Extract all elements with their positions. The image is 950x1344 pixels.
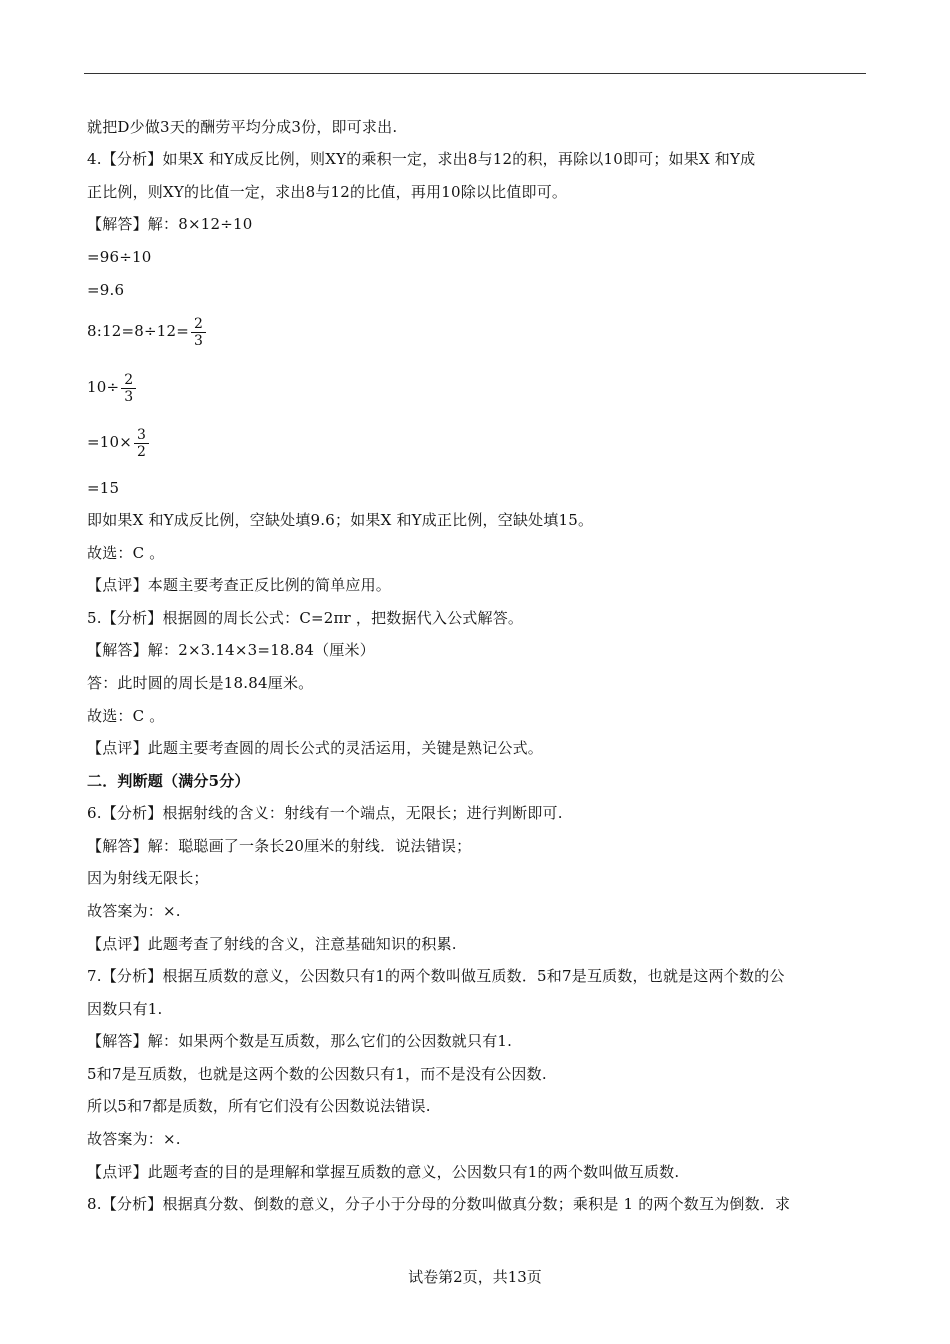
text-line: 8.【分析】根据真分数、倒数的意义，分子小于分母的分数叫做真分数；乘积是 1 的两个数互为倒数．求 <box>87 1195 791 1213</box>
text-line: 故答案为：×. <box>87 1130 181 1148</box>
fraction-numerator: 2 <box>191 316 206 333</box>
text-line: 【点评】此题考查了射线的含义，注意基础知识的积累. <box>87 935 457 953</box>
text-line: 【解答】解：2×3.14×3=18.84（厘米） <box>87 641 375 659</box>
fraction-numerator: 3 <box>134 427 149 444</box>
fraction-numerator: 2 <box>121 372 136 389</box>
fraction-denominator: 2 <box>137 443 147 460</box>
text-line: 4.【分析】如果X 和Y成反比例，则XY的乘积一定，求出8与12的积，再除以10即可；如果X 和Y成 <box>87 150 756 168</box>
text-line: 7.【分析】根据互质数的意义，公因数只有1的两个数叫做互质数．5和7是互质数，也就是这两个数的公 <box>87 967 785 985</box>
text-line: 【解答】解：如果两个数是互质数，那么它们的公因数就只有1. <box>87 1032 513 1050</box>
page-footer: 试卷第2页，共13页 <box>408 1268 542 1286</box>
section-heading: 二．判断题（满分5分） <box>87 772 250 790</box>
text-line: 所以5和7都是质数，所有它们没有公因数说法错误. <box>87 1097 431 1115</box>
equation-text: =10× <box>87 433 133 451</box>
fraction <box>191 316 206 349</box>
text-line: 【点评】此题考查的目的是理解和掌握互质数的意义，公因数只有1的两个数叫做互质数. <box>87 1163 680 1181</box>
text-line: 【解答】解：聪聪画了一条长20厘米的射线．说法错误； <box>87 837 472 855</box>
equation-line <box>87 314 208 349</box>
equation-line <box>87 370 138 405</box>
text-line: 【解答】解：8×12÷10 <box>87 215 253 233</box>
text-line: 【点评】此题主要考查圆的周长公式的灵活运用，关键是熟记公式。 <box>87 739 544 757</box>
text-line: 【点评】本题主要考查正反比例的简单应用。 <box>87 576 392 594</box>
fraction <box>121 372 136 405</box>
equation-line: =15 <box>87 479 120 497</box>
equation-text: 8:12=8÷12= <box>87 322 190 340</box>
text-line: 5和7是互质数，也就是这两个数的公因数只有1，而不是没有公因数. <box>87 1065 547 1083</box>
text-line: 因为射线无限长； <box>87 869 209 887</box>
fraction-denominator: 3 <box>194 332 204 349</box>
header-rule <box>84 73 866 74</box>
text-line: 正比例，则XY的比值一定，求出8与12的比值，再用10除以比值即可。 <box>87 183 568 201</box>
equation-line <box>87 425 151 460</box>
text-line: 5.【分析】根据圆的周长公式：C=2πr ，把数据代入公式解答。 <box>87 609 524 627</box>
text-line: 6.【分析】根据射线的含义：射线有一个端点，无限长；进行判断即可. <box>87 804 563 822</box>
fraction <box>134 427 149 460</box>
text-line: 即如果X 和Y成反比例，空缺处填9.6；如果X 和Y成正比例，空缺处填15。 <box>87 511 594 529</box>
text-line: 故选：C 。 <box>87 544 165 562</box>
text-line: 故答案为：×. <box>87 902 181 920</box>
text-line: 因数只有1. <box>87 1000 163 1018</box>
text-line: 答：此时圆的周长是18.84厘米。 <box>87 674 314 692</box>
equation-line: =96÷10 <box>87 248 152 266</box>
text-line: 故选：C 。 <box>87 707 165 725</box>
text-line: 就把D少做3天的酬劳平均分成3份，即可求出. <box>87 118 398 136</box>
equation-line: =9.6 <box>87 281 125 299</box>
fraction-denominator: 3 <box>124 388 134 405</box>
equation-text: 10÷ <box>87 378 120 396</box>
